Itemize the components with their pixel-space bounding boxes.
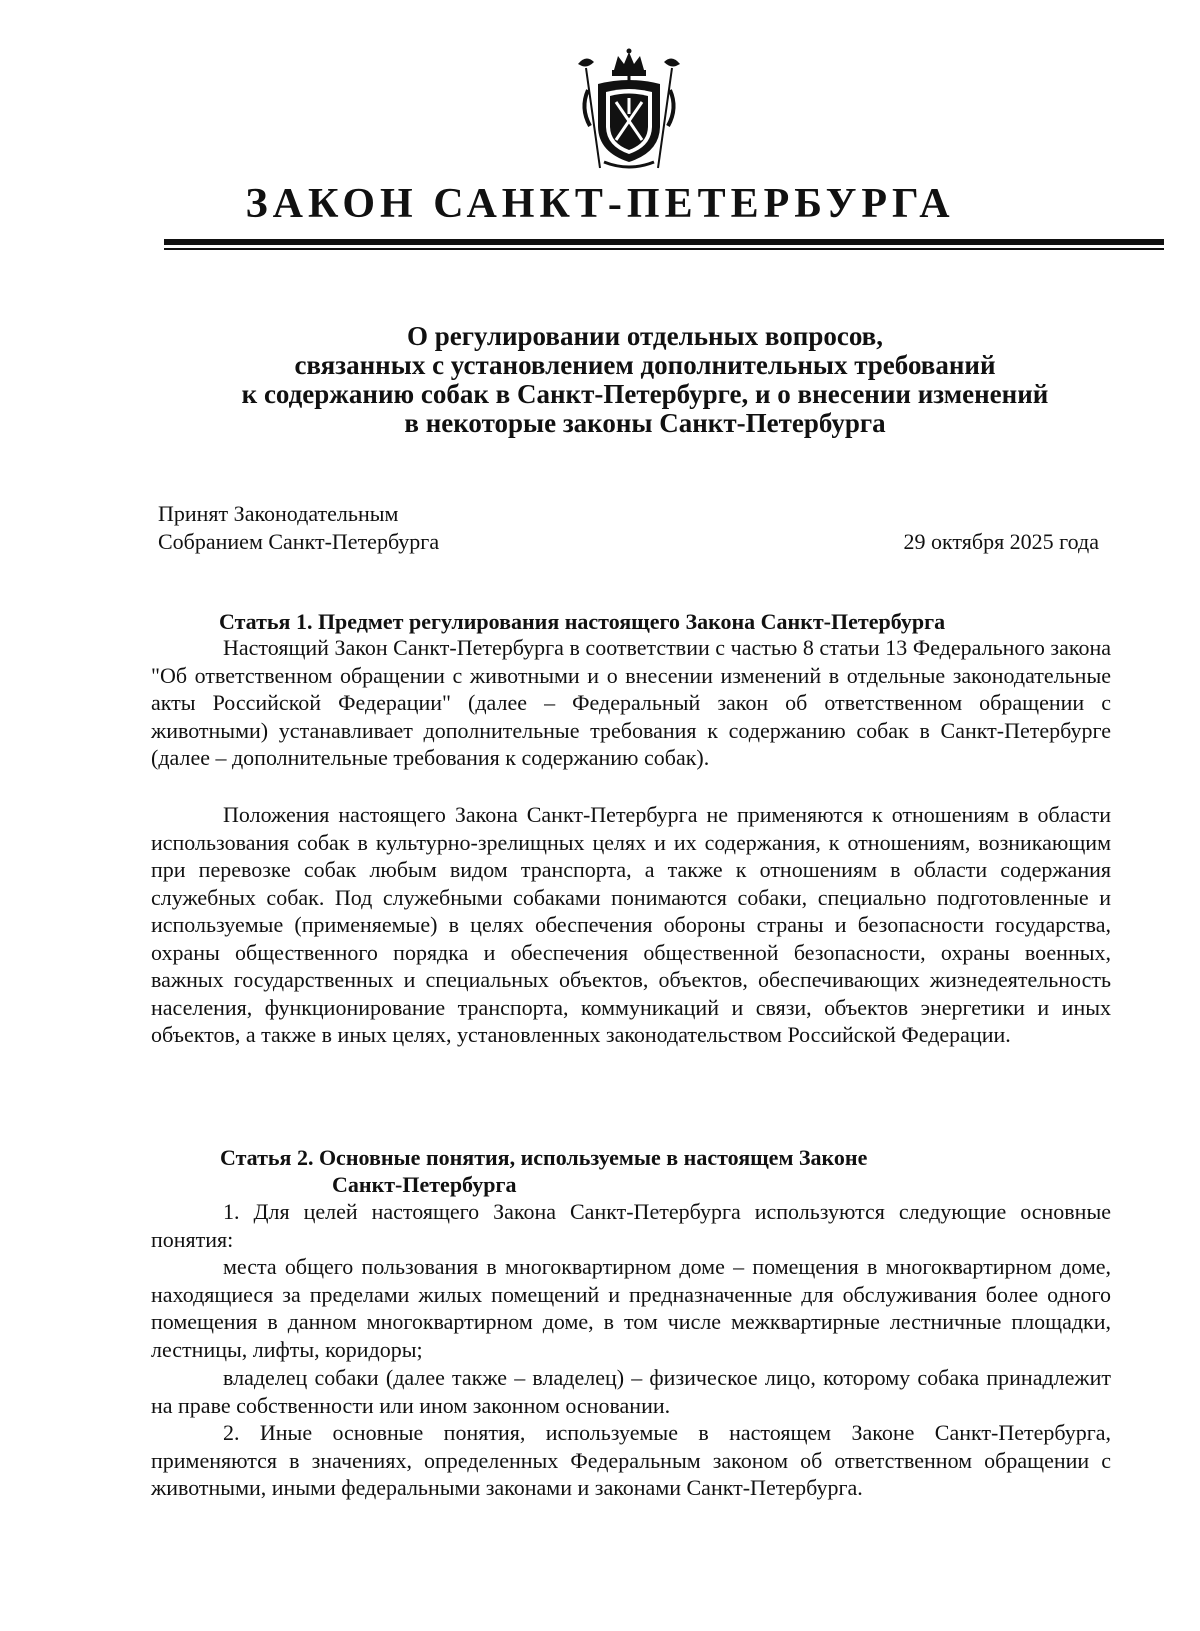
header-rule-thin — [164, 248, 1164, 250]
title-line: в некоторые законы Санкт-Петербурга — [404, 408, 886, 438]
adoption-date: 29 октября 2025 года — [903, 529, 1099, 554]
article-2-heading: Статья 2. Основные понятия, используемые в настоящем Законе — [220, 1145, 868, 1170]
title-line: связанных с установлением дополнительных требований — [294, 350, 996, 380]
article-2-paragraph: 2. Иные основные понятия, используемые в настоящем Законе Санкт-Петербурга, применяются в значениях, определенных Федеральным законом об ответственном обращении с животными, иными федеральными законами и законами Санкт-Петербурга. — [151, 1420, 1111, 1500]
law-title: ЗАКОН САНКТ-ПЕТЕРБУРГА — [245, 181, 955, 227]
article-2-paragraph: владелец собаки (далее также – владелец) – физическое лицо, которому собака принадлежит на праве собственности или ином законном основании. — [151, 1365, 1111, 1418]
title-line: к содержанию собак в Санкт-Петербурге, и о внесении изменений — [241, 379, 1049, 409]
article-1-paragraph: Настоящий Закон Санкт-Петербурга в соответствии с частью 8 статьи 13 Федерального закона "Об ответственном обращении с животными и о внесении изменений в отдельные законодательные акты Российской Федерации" (далее – Федеральный закон об ответственном обращении с животными) устанавливает дополнительные требования к содержанию собак в Санкт-Петербурге (далее – дополнительные требования к содержанию собак). — [151, 635, 1111, 770]
title-line: О регулировании отдельных вопросов, — [406, 321, 883, 351]
article-2-paragraph: 1. Для целей настоящего Закона Санкт-Петербурга используются следующие основные понятия: — [151, 1199, 1111, 1252]
adoption-note — [158, 500, 439, 556]
coat-of-arms-icon — [574, 48, 684, 174]
article-2-paragraph: места общего пользования в многоквартирном доме – помещения в многоквартирном доме, находящиеся за пределами жилых помещений и предназначенные для обслуживания более одного помещения в данном многоквартирном доме, в том числе межквартирные лестничные площадки, лестницы, лифты, коридоры; — [151, 1254, 1111, 1362]
article-1-heading: Статья 1. Предмет регулирования настоящего Закона Санкт-Петербурга — [219, 609, 946, 634]
header-rule-thick — [164, 239, 1164, 245]
article-2-heading-continued: Санкт-Петербурга — [332, 1172, 517, 1197]
article-1-paragraph: Положения настоящего Закона Санкт-Петербурга не применяются к отношениям в области использования собак в культурно-зрелищных целях и их содержания, к отношениям, возникающим при перевозке собак любым видом транспорта, а также к отношениям в области содержания служебных собак. Под служебными собаками понимаются собаки, специально подготовленные и используемые (применяемые) в целях обеспечения обороны страны и безопасности государства, охраны общественного порядка и обеспечения общественной безопасности, охраны военных, важных государственных и специальных объектов, объектов, обеспечивающих жизнедеятельность населения, функционирование транспорта, коммуникаций и связи, объектов энергетики и иных объектов, а также в иных целях, установленных законодательством Российской Федерации. — [151, 802, 1111, 1047]
document-title — [150, 322, 1140, 438]
adoption-line: Принят Законодательным — [158, 501, 399, 526]
adoption-line: Собранием Санкт-Петербурга — [158, 529, 440, 554]
